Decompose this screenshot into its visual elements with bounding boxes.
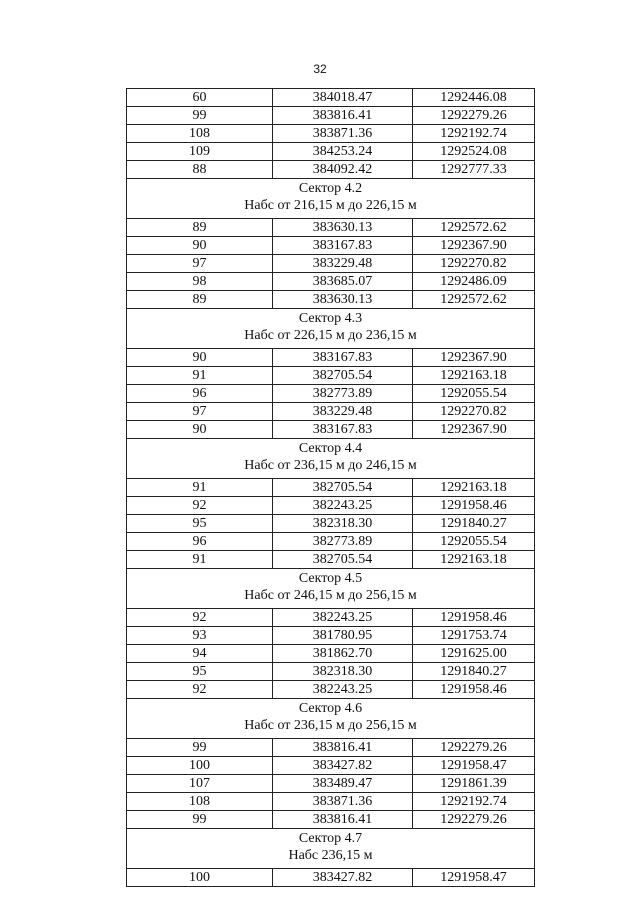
point-number-cell: 88	[127, 161, 273, 179]
x-coordinate-cell: 383167.83	[273, 349, 413, 367]
x-coordinate-cell: 383816.41	[273, 107, 413, 125]
sector-altitude-range: Набс от 246,15 м до 256,15 м	[244, 588, 417, 603]
x-coordinate-cell: 383685.07	[273, 273, 413, 291]
table-row	[127, 349, 535, 367]
point-number-cell: 92	[127, 497, 273, 515]
point-number-cell: 94	[127, 645, 273, 663]
y-coordinate-cell: 1292486.09	[413, 273, 535, 291]
table-row	[127, 255, 535, 273]
x-coordinate-cell: 382243.25	[273, 497, 413, 515]
table-row	[127, 551, 535, 569]
table-row	[127, 403, 535, 421]
sector-title: Сектор 4.6	[298, 701, 363, 716]
y-coordinate-cell: 1291958.46	[413, 609, 535, 627]
x-coordinate-cell: 383871.36	[273, 793, 413, 811]
table-row	[127, 273, 535, 291]
y-coordinate-cell: 1292572.62	[413, 219, 535, 237]
x-coordinate-cell: 382705.54	[273, 551, 413, 569]
x-coordinate-cell: 383427.82	[273, 757, 413, 775]
y-coordinate-cell: 1292367.90	[413, 421, 535, 439]
sector-header	[127, 439, 535, 479]
y-coordinate-cell: 1292055.54	[413, 385, 535, 403]
y-coordinate-cell: 1292367.90	[413, 349, 535, 367]
table-row	[127, 89, 535, 107]
sector-altitude-range: Набс от 236,15 м до 256,15 м	[244, 718, 417, 733]
sector-header	[127, 309, 535, 349]
y-coordinate-cell: 1292446.08	[413, 89, 535, 107]
sector-title: Сектор 4.4	[298, 441, 363, 456]
x-coordinate-cell: 382705.54	[273, 479, 413, 497]
sector-title: Сектор 4.5	[298, 571, 363, 586]
table-row	[127, 161, 535, 179]
y-coordinate-cell: 1291753.74	[413, 627, 535, 645]
x-coordinate-cell: 383229.48	[273, 255, 413, 273]
sector-header-row	[127, 439, 535, 479]
point-number-cell: 90	[127, 349, 273, 367]
y-coordinate-cell: 1291840.27	[413, 663, 535, 681]
x-coordinate-cell: 383427.82	[273, 869, 413, 887]
table-row	[127, 793, 535, 811]
table-row	[127, 125, 535, 143]
table-row	[127, 515, 535, 533]
table-row	[127, 291, 535, 309]
x-coordinate-cell: 382318.30	[273, 663, 413, 681]
sector-header	[127, 829, 535, 869]
point-number-cell: 90	[127, 237, 273, 255]
x-coordinate-cell: 381780.95	[273, 627, 413, 645]
table-row	[127, 421, 535, 439]
sector-header-row	[127, 829, 535, 869]
x-coordinate-cell: 383229.48	[273, 403, 413, 421]
sector-header-row	[127, 569, 535, 609]
x-coordinate-cell: 383630.13	[273, 291, 413, 309]
y-coordinate-cell: 1291625.00	[413, 645, 535, 663]
sector-altitude-range: Набс 236,15 м	[288, 848, 373, 863]
x-coordinate-cell: 382773.89	[273, 533, 413, 551]
table-row	[127, 237, 535, 255]
table-row	[127, 533, 535, 551]
table-row	[127, 367, 535, 385]
x-coordinate-cell: 382318.30	[273, 515, 413, 533]
point-number-cell: 96	[127, 385, 273, 403]
point-number-cell: 93	[127, 627, 273, 645]
coordinates-table	[126, 88, 535, 887]
point-number-cell: 109	[127, 143, 273, 161]
table-row	[127, 107, 535, 125]
y-coordinate-cell: 1292163.18	[413, 479, 535, 497]
y-coordinate-cell: 1291958.46	[413, 681, 535, 699]
point-number-cell: 99	[127, 739, 273, 757]
point-number-cell: 90	[127, 421, 273, 439]
table-row	[127, 609, 535, 627]
table-row	[127, 627, 535, 645]
x-coordinate-cell: 384092.42	[273, 161, 413, 179]
y-coordinate-cell: 1292163.18	[413, 551, 535, 569]
point-number-cell: 100	[127, 869, 273, 887]
y-coordinate-cell: 1291958.47	[413, 757, 535, 775]
y-coordinate-cell: 1292279.26	[413, 107, 535, 125]
coordinates-table-body	[127, 89, 535, 887]
point-number-cell: 99	[127, 811, 273, 829]
y-coordinate-cell: 1292524.08	[413, 143, 535, 161]
x-coordinate-cell: 384018.47	[273, 89, 413, 107]
x-coordinate-cell: 381862.70	[273, 645, 413, 663]
table-row	[127, 775, 535, 793]
table-row	[127, 219, 535, 237]
point-number-cell: 92	[127, 609, 273, 627]
sector-altitude-range: Набс от 236,15 м до 246,15 м	[244, 458, 417, 473]
point-number-cell: 107	[127, 775, 273, 793]
x-coordinate-cell: 384253.24	[273, 143, 413, 161]
x-coordinate-cell: 382243.25	[273, 609, 413, 627]
point-number-cell: 108	[127, 125, 273, 143]
table-row	[127, 663, 535, 681]
point-number-cell: 98	[127, 273, 273, 291]
x-coordinate-cell: 383871.36	[273, 125, 413, 143]
y-coordinate-cell: 1292055.54	[413, 533, 535, 551]
x-coordinate-cell: 382705.54	[273, 367, 413, 385]
point-number-cell: 96	[127, 533, 273, 551]
sector-header	[127, 179, 535, 219]
sector-title: Сектор 4.2	[298, 181, 363, 196]
point-number-cell: 91	[127, 479, 273, 497]
x-coordinate-cell: 383167.83	[273, 237, 413, 255]
y-coordinate-cell: 1292163.18	[413, 367, 535, 385]
point-number-cell: 91	[127, 367, 273, 385]
x-coordinate-cell: 383167.83	[273, 421, 413, 439]
sector-altitude-range: Набс от 226,15 м до 236,15 м	[244, 328, 417, 343]
x-coordinate-cell: 383489.47	[273, 775, 413, 793]
table-row	[127, 479, 535, 497]
sector-header	[127, 699, 535, 739]
y-coordinate-cell: 1292192.74	[413, 125, 535, 143]
point-number-cell: 97	[127, 255, 273, 273]
x-coordinate-cell: 383816.41	[273, 811, 413, 829]
page-number: 32	[313, 62, 327, 76]
point-number-cell: 95	[127, 663, 273, 681]
y-coordinate-cell: 1292367.90	[413, 237, 535, 255]
x-coordinate-cell: 383816.41	[273, 739, 413, 757]
y-coordinate-cell: 1292192.74	[413, 793, 535, 811]
point-number-cell: 99	[127, 107, 273, 125]
y-coordinate-cell: 1292279.26	[413, 739, 535, 757]
table-row	[127, 811, 535, 829]
y-coordinate-cell: 1292572.62	[413, 291, 535, 309]
table-row	[127, 143, 535, 161]
point-number-cell: 95	[127, 515, 273, 533]
point-number-cell: 92	[127, 681, 273, 699]
y-coordinate-cell: 1292777.33	[413, 161, 535, 179]
point-number-cell: 100	[127, 757, 273, 775]
point-number-cell: 97	[127, 403, 273, 421]
y-coordinate-cell: 1291958.47	[413, 869, 535, 887]
table-row	[127, 757, 535, 775]
sector-title: Сектор 4.7	[298, 831, 363, 846]
sector-header-row	[127, 309, 535, 349]
y-coordinate-cell: 1292270.82	[413, 255, 535, 273]
sector-header	[127, 569, 535, 609]
x-coordinate-cell: 383630.13	[273, 219, 413, 237]
point-number-cell: 91	[127, 551, 273, 569]
sector-header-row	[127, 179, 535, 219]
sector-altitude-range: Набс от 216,15 м до 226,15 м	[244, 198, 417, 213]
table-row	[127, 681, 535, 699]
point-number-cell: 60	[127, 89, 273, 107]
y-coordinate-cell: 1291861.39	[413, 775, 535, 793]
sector-header-row	[127, 699, 535, 739]
y-coordinate-cell: 1292270.82	[413, 403, 535, 421]
table-row	[127, 497, 535, 515]
point-number-cell: 108	[127, 793, 273, 811]
y-coordinate-cell: 1291840.27	[413, 515, 535, 533]
x-coordinate-cell: 382243.25	[273, 681, 413, 699]
table-row	[127, 385, 535, 403]
table-row	[127, 739, 535, 757]
table-row	[127, 869, 535, 887]
table-row	[127, 645, 535, 663]
y-coordinate-cell: 1292279.26	[413, 811, 535, 829]
y-coordinate-cell: 1291958.46	[413, 497, 535, 515]
sector-title: Сектор 4.3	[298, 311, 363, 326]
point-number-cell: 89	[127, 291, 273, 309]
point-number-cell: 89	[127, 219, 273, 237]
x-coordinate-cell: 382773.89	[273, 385, 413, 403]
